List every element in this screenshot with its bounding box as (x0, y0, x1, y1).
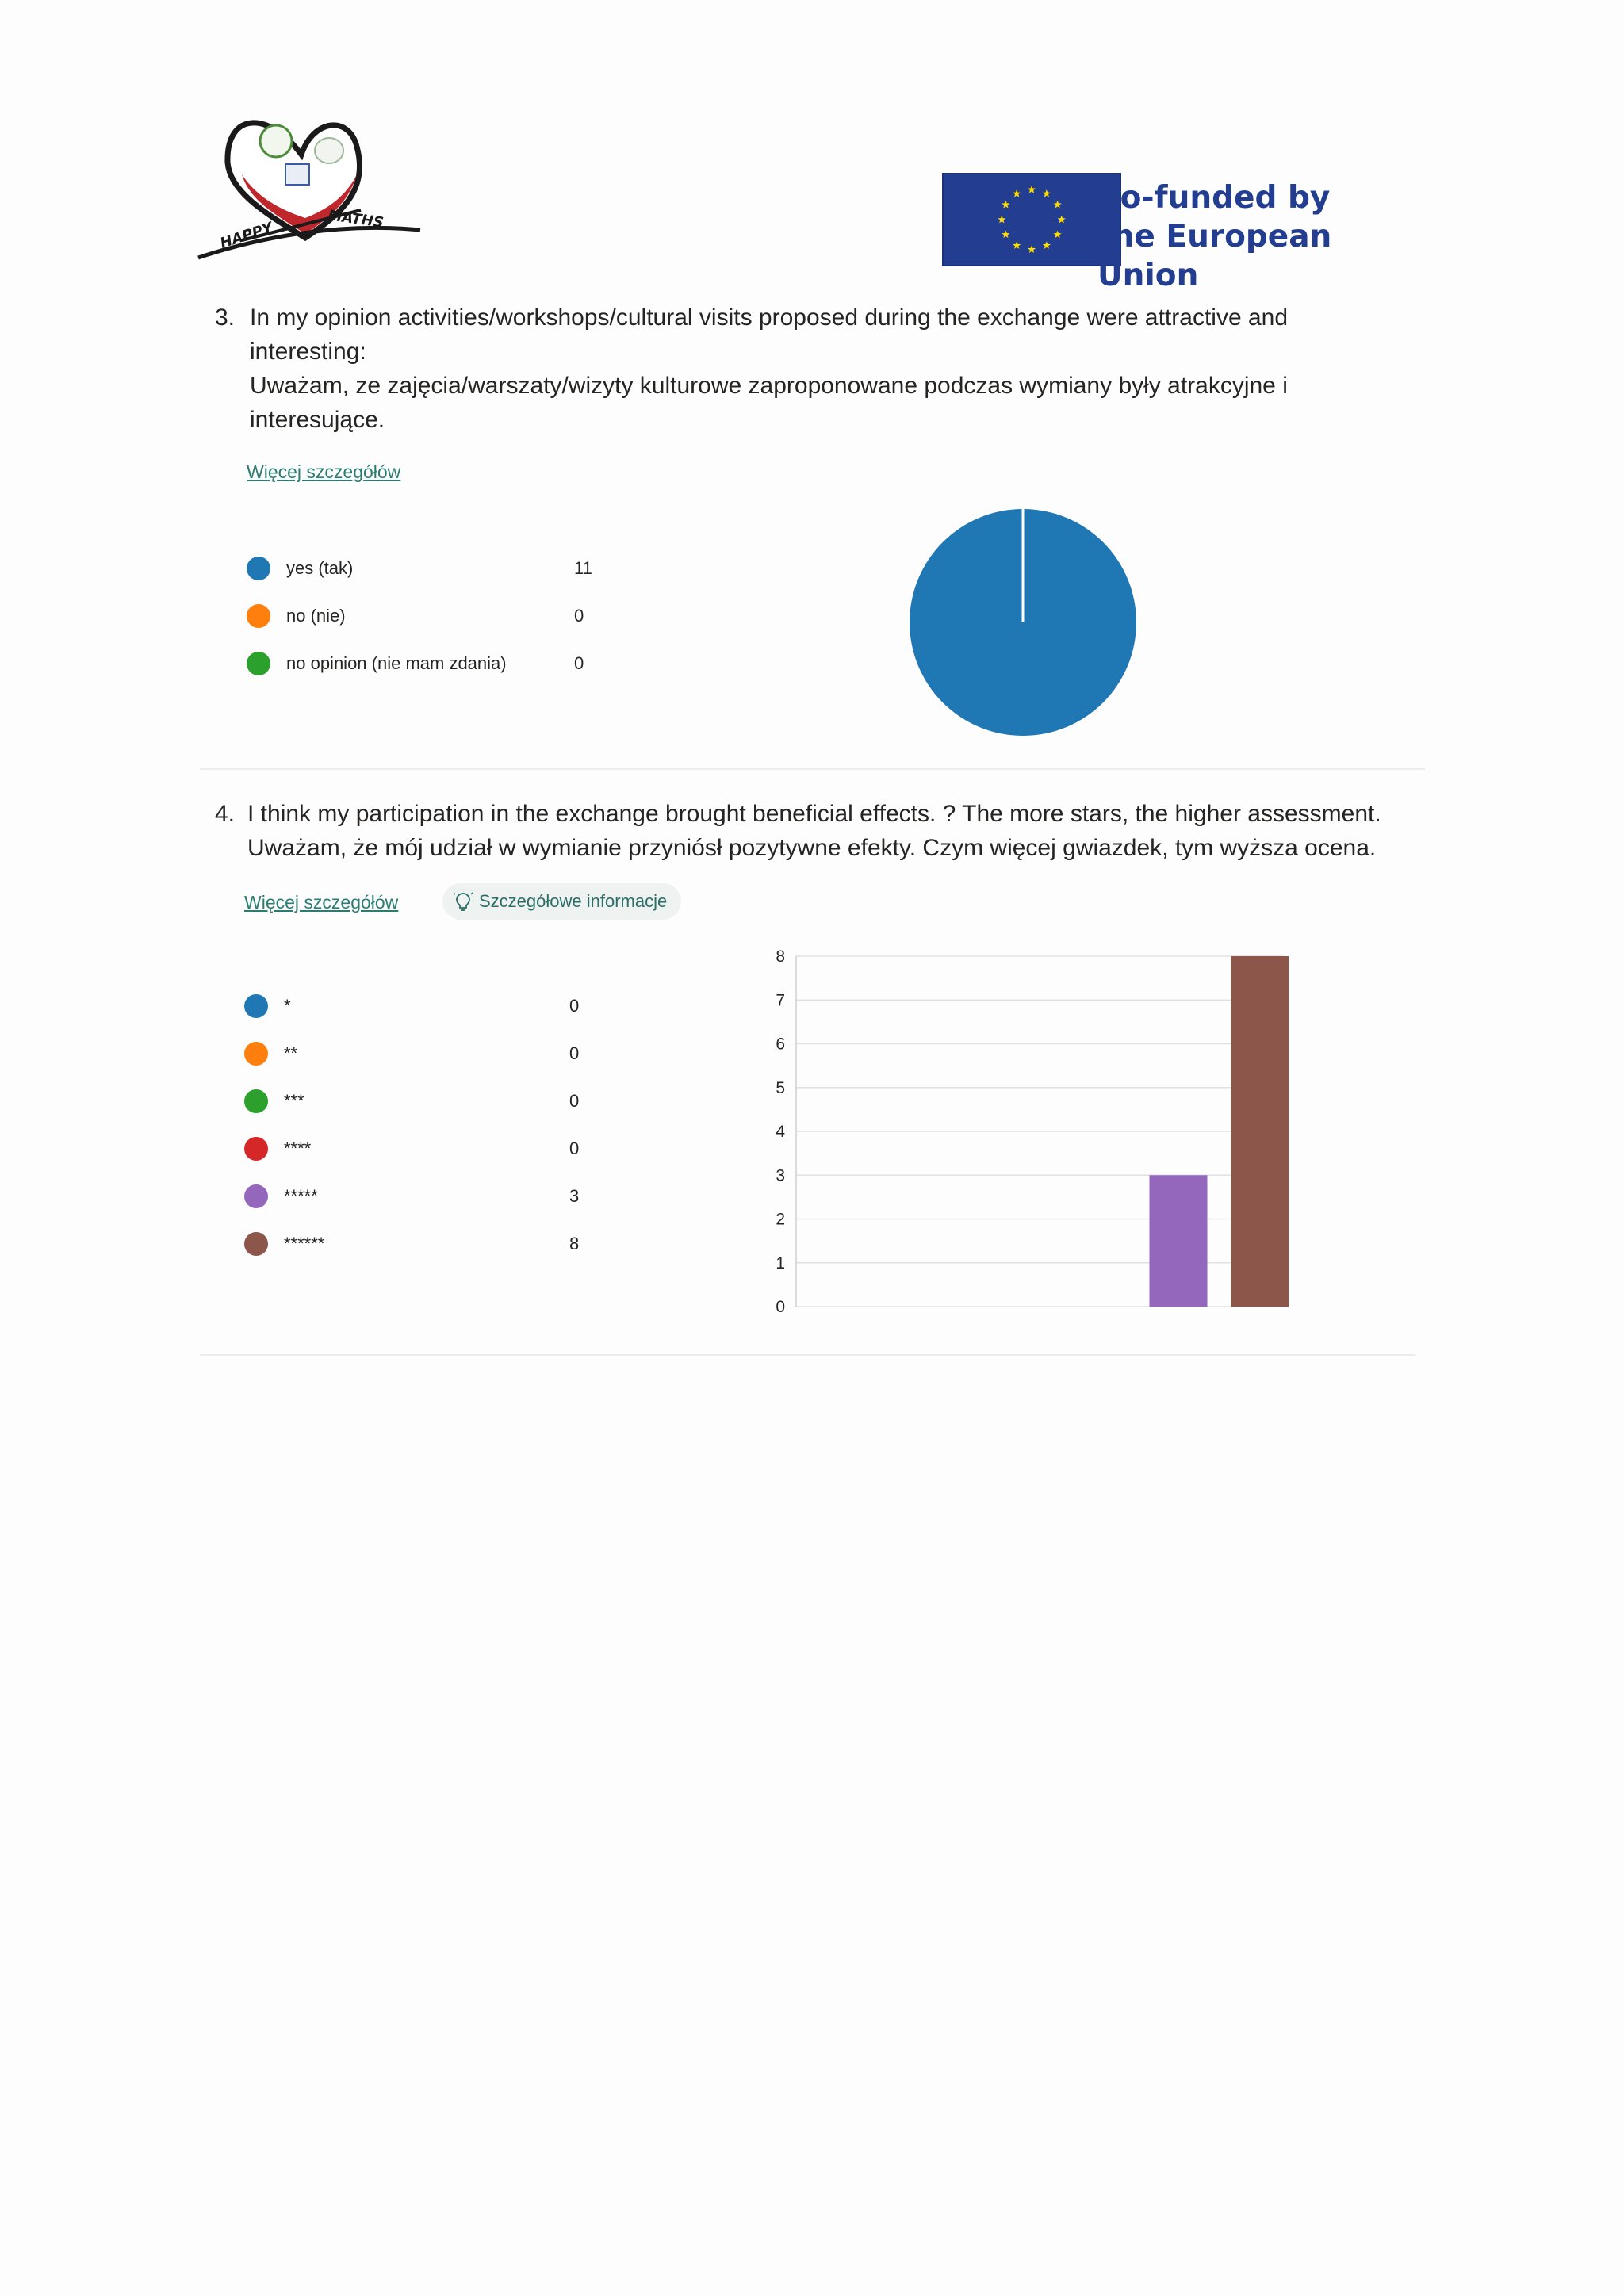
eu-star (1002, 231, 1009, 239)
q3-pie-chart (904, 503, 1142, 741)
q4-legend-dot (244, 1137, 268, 1161)
q3-line-4: interesujące. (250, 407, 385, 433)
q3-legend-label: yes (tak) (286, 558, 354, 578)
eu-line-2: the European Union (1097, 219, 1332, 293)
q4-line-2: Uważam, że mój udział w wymianie przyniósł pozytywne efekty. Czym więcej gwiazdek, tym wyższa ocena. (247, 835, 1377, 861)
detailed-info-button[interactable] (442, 883, 681, 920)
eu-star (1043, 241, 1051, 249)
y-tick-label: 3 (776, 1166, 785, 1185)
q4-legend-dot (244, 1232, 268, 1256)
q4-legend-dot (244, 1184, 268, 1208)
q4-legend-label: * (284, 996, 291, 1016)
y-tick-label: 7 (776, 991, 785, 1010)
y-tick-label: 8 (776, 947, 785, 966)
y-tick-label: 2 (776, 1210, 785, 1229)
q4-legend-dot (244, 994, 268, 1018)
q3-legend-count: 0 (574, 653, 584, 673)
q3-legend-count: 0 (574, 606, 584, 626)
q4-number: 4. (214, 801, 235, 827)
y-tick-label: 1 (776, 1253, 785, 1272)
eu-star (1013, 189, 1021, 197)
eu-flag (942, 173, 1121, 266)
eu-star (1058, 216, 1066, 224)
eu-star (1054, 231, 1062, 239)
q3-legend-label: no opinion (nie mam zdania) (286, 653, 507, 673)
q4-legend-count: 0 (569, 1091, 580, 1111)
q3-legend-label: no (nie) (286, 606, 346, 626)
q4-legend-label: ** (284, 1043, 298, 1063)
q4-bar-chart (753, 936, 1293, 1316)
eu-star (1013, 241, 1021, 249)
q3-line-1: In my opinion activities/workshops/cultural visits proposed during the exchange were attractive and (250, 304, 1289, 331)
q3-details-link[interactable]: Więcej szczegółów (247, 461, 401, 482)
q4-legend-dot (244, 1042, 268, 1066)
logo-maths-text: MATHS (327, 207, 385, 232)
y-tick-label: 5 (776, 1078, 785, 1097)
eu-star (1043, 189, 1051, 197)
eu-star (1028, 186, 1036, 193)
q4-legend-label: **** (284, 1138, 312, 1158)
q4-legend-count: 0 (569, 1043, 580, 1063)
y-tick-label: 0 (776, 1298, 785, 1316)
q3-line-3: Uważam, ze zajęcia/warszaty/wizyty kulturowe zaproponowane podczas wymiany były atrakcyjne i (250, 373, 1288, 399)
section-divider-2 (200, 1354, 1415, 1356)
happy-maths-logo (194, 99, 424, 270)
q4-legend-label: ***** (284, 1186, 318, 1206)
detailed-info-label: Szczegółowe informacje (479, 891, 668, 911)
q3-legend-dot (247, 557, 270, 580)
logo-happy-text: HAPPY (218, 219, 275, 252)
bar-5 (1150, 1175, 1208, 1307)
q3-legend-dot (247, 652, 270, 675)
eu-star (998, 216, 1005, 224)
q4-details-link[interactable]: Więcej szczegółów (244, 892, 399, 913)
q3-legend-count: 11 (574, 558, 592, 578)
q3-legend-dot (247, 604, 270, 628)
lightbulb-icon (454, 891, 473, 912)
q4-legend-dot (244, 1089, 268, 1113)
section-divider (200, 768, 1425, 770)
y-tick-label: 4 (776, 1123, 785, 1141)
eu-line-1: Co-funded by (1097, 180, 1331, 216)
q4-legend-label: *** (284, 1091, 304, 1111)
eu-cofunded-label (1097, 178, 1431, 295)
q4-legend-count: 3 (569, 1186, 580, 1206)
q4-legend-count: 0 (569, 996, 580, 1016)
bar-6 (1231, 956, 1289, 1307)
q3-line-2: interesting: (250, 339, 366, 365)
y-tick-label: 6 (776, 1035, 785, 1054)
q3-number: 3. (214, 304, 235, 331)
q4-legend-count: 8 (569, 1234, 580, 1253)
eu-star (1028, 245, 1036, 253)
q4-legend-count: 0 (569, 1138, 580, 1158)
eu-star (1002, 201, 1009, 209)
eu-star (1054, 201, 1062, 209)
q4-legend-label: ****** (284, 1234, 325, 1253)
q4-line-1: I think my participation in the exchange brought beneficial effects. ? The more stars, the higher assessment. (247, 801, 1381, 827)
